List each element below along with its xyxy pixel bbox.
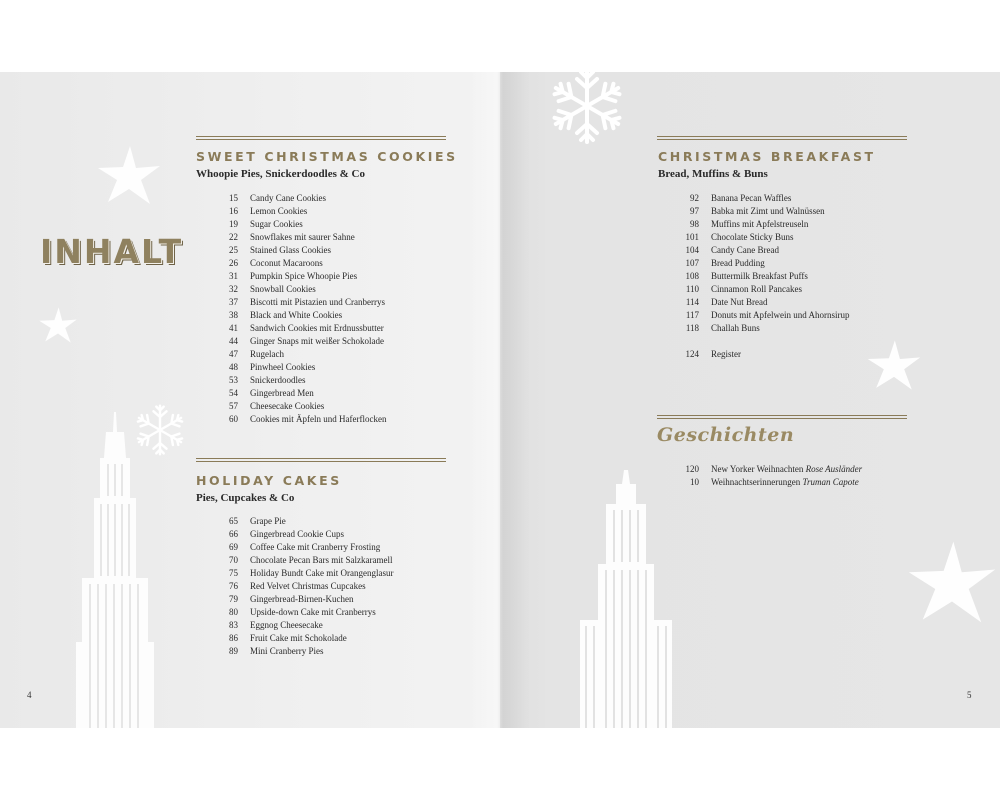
- entry-title: [711, 463, 862, 476]
- list-item: [202, 413, 462, 426]
- page-ref: 54: [229, 388, 238, 398]
- page-ref: 22: [229, 232, 238, 242]
- section-rule: [657, 136, 907, 140]
- page-ref: 65: [229, 516, 238, 526]
- entry-title: Snowball Cookies: [250, 284, 316, 294]
- entry-title: Gingerbread-Birnen-Kuchen: [250, 594, 354, 604]
- page-ref: 26: [229, 258, 238, 268]
- story-title: New Yorker Weihnachten: [711, 464, 804, 474]
- page-ref: 60: [229, 414, 238, 424]
- page-number: 4: [27, 690, 32, 700]
- page-ref: 41: [229, 323, 238, 333]
- building-illustration: [576, 470, 676, 728]
- section-subtitle: Whoopie Pies, Snickerdoodles & Co: [196, 168, 365, 180]
- entry-title: Cinnamon Roll Pancakes: [711, 284, 802, 294]
- star-icon: [96, 144, 162, 206]
- list-item: [202, 361, 462, 374]
- entry-title: Holiday Bundt Cake mit Orangenglasur: [250, 568, 394, 578]
- entry-title: Register: [711, 349, 741, 359]
- list-item: [202, 567, 462, 580]
- entry-title: Upside-down Cake mit Cranberrys: [250, 607, 376, 617]
- page-ref: 38: [229, 310, 238, 320]
- page-ref: 66: [229, 529, 238, 539]
- entry-title: Bread Pudding: [711, 258, 765, 268]
- page-ref: 69: [229, 542, 238, 552]
- page-ref: 118: [685, 323, 699, 333]
- page-ref: 114: [685, 297, 699, 307]
- toc-list: [663, 348, 923, 361]
- section-subtitle: Pies, Cupcakes & Co: [196, 492, 295, 504]
- page-ref: 48: [229, 362, 238, 372]
- list-item: [202, 580, 462, 593]
- entry-title: Black and White Cookies: [250, 310, 343, 320]
- star-icon: [866, 338, 922, 392]
- entry-title: Cheesecake Cookies: [250, 401, 325, 411]
- list-item: [202, 192, 462, 205]
- book-spread: [0, 72, 1000, 728]
- section-rule: [196, 136, 446, 140]
- list-item: [202, 632, 462, 645]
- section-subtitle: Bread, Muffins & Buns: [658, 168, 768, 180]
- toc-list: [202, 192, 462, 426]
- page-ref: 83: [229, 620, 238, 630]
- entry-title: Buttermilk Breakfast Puffs: [711, 271, 808, 281]
- list-item: [663, 231, 923, 244]
- entry-title: Muffins mit Apfelstreuseln: [711, 219, 809, 229]
- list-item: [663, 296, 923, 309]
- list-item: [202, 231, 462, 244]
- page-ref: 19: [229, 219, 238, 229]
- page-ref: 120: [685, 464, 699, 474]
- section-title: SWEET CHRISTMAS COOKIES: [196, 149, 458, 164]
- entry-title: [711, 476, 859, 489]
- list-item: [663, 244, 923, 257]
- entry-title: Lemon Cookies: [250, 206, 308, 216]
- star-icon: [906, 538, 998, 626]
- section-title: HOLIDAY CAKES: [196, 473, 342, 488]
- list-item: [663, 348, 923, 361]
- list-item: [202, 296, 462, 309]
- list-item: [663, 322, 923, 335]
- page-ref: 110: [685, 284, 699, 294]
- entry-title: Red Velvet Christmas Cupcakes: [250, 581, 366, 591]
- entry-title: Date Nut Bread: [711, 297, 768, 307]
- page-ref: 37: [229, 297, 238, 307]
- entry-title: Sugar Cookies: [250, 219, 303, 229]
- list-item: [202, 335, 462, 348]
- toc-list: [663, 463, 963, 489]
- building-illustration: [70, 412, 160, 728]
- list-item: [663, 476, 963, 489]
- page-ref: 70: [229, 555, 238, 565]
- page-ref: 97: [690, 206, 699, 216]
- entry-title: Gingerbread Cookie Cups: [250, 529, 344, 539]
- list-item: [202, 283, 462, 296]
- entry-title: Rugelach: [250, 349, 284, 359]
- entry-title: Pinwheel Cookies: [250, 362, 316, 372]
- entry-title: Eggnog Cheesecake: [250, 620, 323, 630]
- page-ref: 44: [229, 336, 238, 346]
- entry-title: Coffee Cake mit Cranberry Frosting: [250, 542, 381, 552]
- entry-title: Banana Pecan Waffles: [711, 193, 792, 203]
- list-item: [202, 528, 462, 541]
- list-item: [202, 400, 462, 413]
- page-ref: 76: [229, 581, 238, 591]
- entry-title: Chocolate Pecan Bars mit Salzkaramell: [250, 555, 393, 565]
- list-item: [202, 593, 462, 606]
- entry-title: Chocolate Sticky Buns: [711, 232, 794, 242]
- list-item: [202, 554, 462, 567]
- entry-title: Pumpkin Spice Whoopie Pies: [250, 271, 358, 281]
- list-item: [202, 645, 462, 658]
- list-item: [202, 309, 462, 322]
- list-item: [202, 244, 462, 257]
- entry-title: Candy Cane Cookies: [250, 193, 326, 203]
- entry-title: Grape Pie: [250, 516, 286, 526]
- page-ref: 86: [229, 633, 238, 643]
- section-rule: [196, 458, 446, 462]
- list-item: [663, 218, 923, 231]
- section-title: CHRISTMAS BREAKFAST: [658, 149, 876, 164]
- story-author: Truman Capote: [802, 477, 859, 487]
- left-page: [0, 72, 500, 728]
- page-ref: 15: [229, 193, 238, 203]
- entry-title: Stained Glass Cookies: [250, 245, 331, 255]
- entry-title: Fruit Cake mit Schokolade: [250, 633, 347, 643]
- entry-title: Mini Cranberry Pies: [250, 646, 324, 656]
- page-ref: 101: [685, 232, 699, 242]
- page-ref: 92: [690, 193, 699, 203]
- page-heading: INHALT: [40, 232, 184, 271]
- list-item: [202, 606, 462, 619]
- entry-title: Sandwich Cookies mit Erdnussbutter: [250, 323, 384, 333]
- entry-title: Snickerdoodles: [250, 375, 306, 385]
- list-item: [202, 257, 462, 270]
- snowflake-icon: [532, 72, 642, 146]
- entry-title: Candy Cane Bread: [711, 245, 779, 255]
- star-icon: [38, 306, 78, 344]
- list-item: [663, 463, 963, 476]
- page-ref: 104: [685, 245, 699, 255]
- list-item: [202, 270, 462, 283]
- entry-title: Coconut Macaroons: [250, 258, 323, 268]
- list-item: [663, 192, 923, 205]
- list-item: [202, 205, 462, 218]
- page-ref: 98: [690, 219, 699, 229]
- list-item: [663, 283, 923, 296]
- list-item: [202, 218, 462, 231]
- page-ref: 117: [685, 310, 699, 320]
- list-item: [663, 205, 923, 218]
- entry-title: Snowflakes mit saurer Sahne: [250, 232, 355, 242]
- entry-title: Ginger Snaps mit weißer Schokolade: [250, 336, 384, 346]
- entry-title: Cookies mit Äpfeln und Haferflocken: [250, 414, 387, 424]
- list-item: [202, 374, 462, 387]
- page-ref: 47: [229, 349, 238, 359]
- entry-title: Gingerbread Men: [250, 388, 314, 398]
- page-ref: 57: [229, 401, 238, 411]
- page-number: 5: [967, 690, 972, 700]
- list-item: [663, 257, 923, 270]
- list-item: [663, 270, 923, 283]
- list-item: [663, 309, 923, 322]
- list-item: [202, 322, 462, 335]
- list-item: [202, 515, 462, 528]
- list-item: [202, 348, 462, 361]
- page-ref: 79: [229, 594, 238, 604]
- list-item: [202, 619, 462, 632]
- entry-title: Challah Buns: [711, 323, 760, 333]
- list-item: [202, 541, 462, 554]
- entry-title: Biscotti mit Pistazien und Cranberrys: [250, 297, 385, 307]
- right-page: [500, 72, 1000, 728]
- page-ref: 10: [690, 477, 699, 487]
- page-ref: 75: [229, 568, 238, 578]
- page-ref: 16: [229, 206, 238, 216]
- toc-list: [202, 515, 462, 658]
- entry-title: Donuts mit Apfelwein und Ahornsirup: [711, 310, 850, 320]
- page-ref: 32: [229, 284, 238, 294]
- entry-title: Babka mit Zimt und Walnüssen: [711, 206, 825, 216]
- section-rule: [657, 415, 907, 419]
- page-ref: 53: [229, 375, 238, 385]
- list-item: [202, 387, 462, 400]
- page-ref: 108: [685, 271, 699, 281]
- page-ref: 89: [229, 646, 238, 656]
- page-ref: 31: [229, 271, 238, 281]
- page-ref: 107: [685, 258, 699, 268]
- toc-list: [663, 192, 923, 335]
- section-title: Geschichten: [657, 424, 795, 446]
- page-ref: 124: [685, 349, 699, 359]
- story-author: Rose Ausländer: [805, 464, 863, 474]
- page-ref: 25: [229, 245, 238, 255]
- story-title: Weihnachtserinnerungen: [711, 477, 801, 487]
- page-ref: 80: [229, 607, 238, 617]
